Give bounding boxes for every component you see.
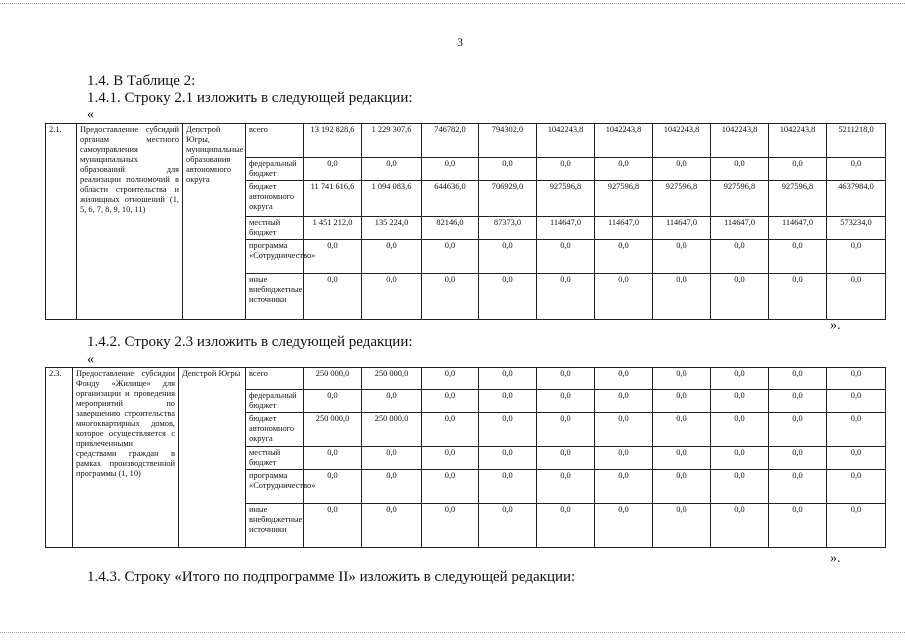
quote-close-2: ». [830, 551, 841, 566]
funding-source: иные внебюджетные источники [246, 504, 304, 548]
value-cell: 0,0 [479, 504, 537, 548]
measure-name: Предоставление субсидии Фонду «Жилище» для организации и проведения мероприятий по завершению строительства многоквартирных домов, которое осуществляется с привлеченными средствами граждан в рамках производственной программы (1, 10) [73, 368, 179, 548]
value-cell: 0,0 [653, 447, 711, 470]
value-cell: 0,0 [362, 504, 422, 548]
value-cell: 0,0 [595, 368, 653, 390]
value-cell: 0,0 [537, 504, 595, 548]
value-cell: 0,0 [422, 158, 479, 181]
value-cell: 0,0 [479, 240, 537, 274]
value-cell: 5211218,0 [827, 124, 886, 158]
value-cell: 0,0 [769, 413, 827, 447]
value-cell: 1042243,8 [537, 124, 595, 158]
funding-source: федеральный бюджет [246, 390, 304, 413]
value-cell: 0,0 [769, 368, 827, 390]
heading-table-2: 1.4. В Таблице 2: [87, 73, 196, 89]
funding-source: программа «Сотрудничество» [246, 240, 304, 274]
scan-edge-bottom [0, 632, 905, 633]
value-cell: 135 224,0 [362, 217, 422, 240]
value-cell: 0,0 [422, 447, 479, 470]
value-cell: 0,0 [595, 413, 653, 447]
funding-source: бюджет автономного округа [246, 181, 304, 217]
executor: Депстрой Югры, муниципальные образования автономного округа [183, 124, 246, 320]
table-row-2-3 [45, 367, 886, 548]
value-cell: 0,0 [595, 240, 653, 274]
value-cell: 0,0 [479, 368, 537, 390]
value-cell: 0,0 [653, 390, 711, 413]
value-cell: 0,0 [827, 274, 886, 320]
value-cell: 0,0 [537, 240, 595, 274]
value-cell: 0,0 [653, 504, 711, 548]
value-cell: 0,0 [653, 274, 711, 320]
value-cell: 250 000,0 [304, 368, 362, 390]
value-cell: 0,0 [653, 470, 711, 504]
value-cell: 0,0 [595, 158, 653, 181]
value-cell: 0,0 [827, 447, 886, 470]
value-cell: 0,0 [479, 470, 537, 504]
value-cell: 0,0 [653, 368, 711, 390]
value-cell: 0,0 [479, 447, 537, 470]
value-cell: 1 094 083,6 [362, 181, 422, 217]
value-cell: 1042243,8 [653, 124, 711, 158]
value-cell: 0,0 [595, 274, 653, 320]
value-cell: 0,0 [711, 447, 769, 470]
quote-open-2: « [87, 352, 94, 367]
value-cell: 0,0 [362, 158, 422, 181]
value-cell: 0,0 [711, 470, 769, 504]
value-cell: 4637984,0 [827, 181, 886, 217]
value-cell: 0,0 [653, 413, 711, 447]
value-cell: 0,0 [362, 470, 422, 504]
value-cell: 0,0 [422, 368, 479, 390]
value-cell: 0,0 [769, 240, 827, 274]
scan-edge-top [0, 3, 905, 4]
table-row [46, 368, 886, 390]
funding-source: федеральный бюджет [246, 158, 304, 181]
value-cell: 0,0 [711, 274, 769, 320]
value-cell: 0,0 [537, 368, 595, 390]
funding-source: иные внебюджетные источники [246, 274, 304, 320]
value-cell: 0,0 [711, 158, 769, 181]
value-cell: 0,0 [711, 413, 769, 447]
value-cell: 0,0 [304, 470, 362, 504]
value-cell: 0,0 [827, 504, 886, 548]
value-cell: 0,0 [711, 390, 769, 413]
heading-row-2-3: 1.4.2. Строку 2.3 изложить в следующей редакции: [87, 334, 413, 350]
value-cell: 250 000,0 [304, 413, 362, 447]
value-cell: 0,0 [827, 390, 886, 413]
value-cell: 0,0 [827, 158, 886, 181]
value-cell: 0,0 [422, 470, 479, 504]
funding-source: бюджет автономного округа [246, 413, 304, 447]
value-cell: 0,0 [422, 240, 479, 274]
value-cell: 0,0 [362, 274, 422, 320]
value-cell: 0,0 [769, 390, 827, 413]
value-cell: 0,0 [422, 274, 479, 320]
value-cell: 927596,8 [537, 181, 595, 217]
table-row-2-1 [45, 123, 886, 320]
value-cell: 114647,0 [537, 217, 595, 240]
value-cell: 0,0 [769, 504, 827, 548]
funding-source: всего [246, 368, 304, 390]
heading-total-subprogram-2: 1.4.3. Строку «Итого по подпрограмме II» изложить в следующей редакции: [87, 569, 576, 585]
value-cell: 0,0 [595, 470, 653, 504]
page-number: 3 [457, 35, 463, 49]
value-cell: 746782,0 [422, 124, 479, 158]
value-cell: 0,0 [711, 368, 769, 390]
value-cell: 114647,0 [653, 217, 711, 240]
value-cell: 11 741 616,6 [304, 181, 362, 217]
value-cell: 0,0 [479, 158, 537, 181]
value-cell: 0,0 [827, 470, 886, 504]
value-cell: 927596,8 [711, 181, 769, 217]
value-cell: 0,0 [537, 470, 595, 504]
row-number: 2.1. [46, 124, 77, 320]
heading-row-2-1: 1.4.1. Строку 2.1 изложить в следующей редакции: [87, 90, 413, 106]
value-cell: 114647,0 [595, 217, 653, 240]
executor: Депстрой Югры [179, 368, 246, 548]
row-number: 2.3. [46, 368, 73, 548]
value-cell: 0,0 [769, 447, 827, 470]
value-cell: 1042243,8 [595, 124, 653, 158]
value-cell: 0,0 [827, 240, 886, 274]
value-cell: 114647,0 [711, 217, 769, 240]
value-cell: 0,0 [362, 390, 422, 413]
value-cell: 0,0 [769, 470, 827, 504]
value-cell: 927596,8 [595, 181, 653, 217]
value-cell: 0,0 [769, 158, 827, 181]
value-cell: 1042243,8 [711, 124, 769, 158]
value-cell: 0,0 [537, 413, 595, 447]
table-row [46, 124, 886, 158]
quote-close-1: ». [830, 318, 841, 333]
funding-source: программа «Сотрудничество» [246, 470, 304, 504]
value-cell: 13 192 828,6 [304, 124, 362, 158]
funding-source: местный бюджет [246, 217, 304, 240]
value-cell: 0,0 [653, 158, 711, 181]
value-cell: 0,0 [711, 240, 769, 274]
value-cell: 0,0 [362, 240, 422, 274]
funding-source: всего [246, 124, 304, 158]
value-cell: 644636,0 [422, 181, 479, 217]
value-cell: 0,0 [422, 390, 479, 413]
value-cell: 0,0 [537, 447, 595, 470]
value-cell: 0,0 [537, 158, 595, 181]
value-cell: 250 000,0 [362, 368, 422, 390]
value-cell: 0,0 [304, 240, 362, 274]
value-cell: 87373,0 [479, 217, 537, 240]
funding-source: местный бюджет [246, 447, 304, 470]
value-cell: 0,0 [595, 390, 653, 413]
value-cell: 1 451 212,0 [304, 217, 362, 240]
value-cell: 1042243,8 [769, 124, 827, 158]
value-cell: 573234,0 [827, 217, 886, 240]
value-cell: 794302,0 [479, 124, 537, 158]
value-cell: 0,0 [769, 274, 827, 320]
value-cell: 0,0 [422, 504, 479, 548]
value-cell: 0,0 [595, 447, 653, 470]
value-cell: 0,0 [711, 504, 769, 548]
value-cell: 0,0 [537, 390, 595, 413]
value-cell: 114647,0 [769, 217, 827, 240]
value-cell: 0,0 [479, 390, 537, 413]
value-cell: 0,0 [479, 413, 537, 447]
value-cell: 0,0 [422, 413, 479, 447]
value-cell: 927596,8 [653, 181, 711, 217]
value-cell: 0,0 [537, 274, 595, 320]
value-cell: 0,0 [827, 413, 886, 447]
value-cell: 927596,8 [769, 181, 827, 217]
value-cell: 706929,0 [479, 181, 537, 217]
value-cell: 250 000,0 [362, 413, 422, 447]
value-cell: 82146,0 [422, 217, 479, 240]
measure-name: Предоставление субсидий органам местного самоуправления муниципальных образований для реализации полномочий в области строительства и жилищных отношений (1, 5, 6, 7, 8, 9, 10, 11) [77, 124, 183, 320]
value-cell: 0,0 [479, 274, 537, 320]
value-cell: 0,0 [304, 390, 362, 413]
value-cell: 0,0 [595, 504, 653, 548]
value-cell: 0,0 [304, 274, 362, 320]
value-cell: 1 229 307,6 [362, 124, 422, 158]
value-cell: 0,0 [827, 368, 886, 390]
value-cell: 0,0 [304, 504, 362, 548]
value-cell: 0,0 [304, 158, 362, 181]
value-cell: 0,0 [653, 240, 711, 274]
value-cell: 0,0 [362, 447, 422, 470]
value-cell: 0,0 [304, 447, 362, 470]
quote-open-1: « [87, 107, 94, 122]
